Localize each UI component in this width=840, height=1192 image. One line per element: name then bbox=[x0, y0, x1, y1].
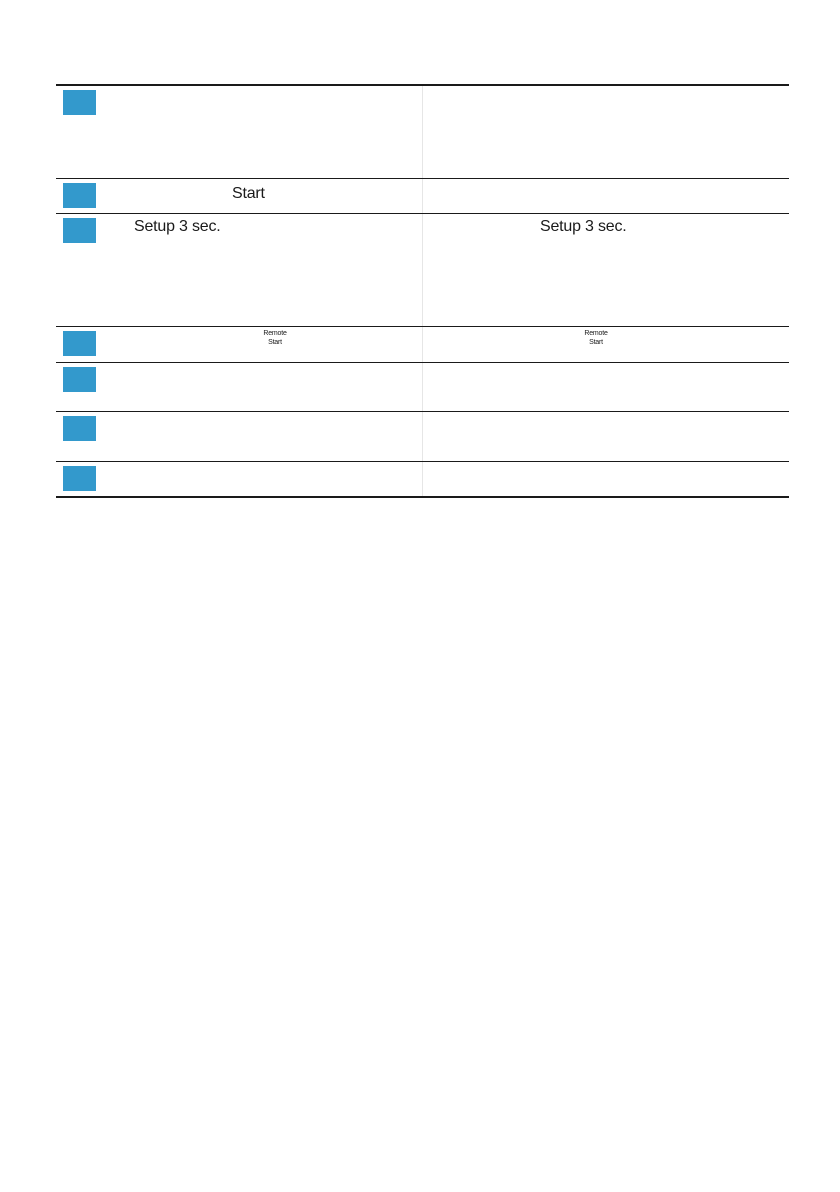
remote-start-label-right bbox=[576, 329, 616, 347]
column-divider bbox=[422, 179, 423, 213]
column-divider bbox=[422, 363, 423, 411]
step-row-4 bbox=[56, 326, 789, 362]
column-divider bbox=[422, 327, 423, 362]
column-divider bbox=[422, 86, 423, 178]
step-row-1 bbox=[56, 86, 789, 178]
remote-text: Remote bbox=[584, 330, 608, 337]
step-number-badge bbox=[63, 331, 96, 356]
instruction-steps-table bbox=[56, 84, 789, 498]
step-row-7 bbox=[56, 461, 789, 496]
start-text: Start bbox=[589, 339, 603, 346]
step-row-5 bbox=[56, 362, 789, 411]
start-text: Start bbox=[268, 339, 282, 346]
column-divider bbox=[422, 412, 423, 461]
setup-button-label-right: Setup 3 sec. bbox=[540, 218, 627, 235]
step-row-3 bbox=[56, 213, 789, 326]
remote-text: Remote bbox=[263, 330, 287, 337]
step-row-6 bbox=[56, 411, 789, 461]
step-number-badge bbox=[63, 367, 96, 392]
column-divider bbox=[422, 214, 423, 326]
remote-start-label-left bbox=[255, 329, 295, 347]
step-number-badge bbox=[63, 416, 96, 441]
step-number-badge bbox=[63, 218, 96, 243]
column-divider bbox=[422, 462, 423, 496]
step-number-badge bbox=[63, 90, 96, 115]
start-button-label: Start bbox=[232, 185, 265, 202]
step-number-badge bbox=[63, 183, 96, 208]
step-number-badge bbox=[63, 466, 96, 491]
step-row-2 bbox=[56, 178, 789, 213]
setup-button-label-left: Setup 3 sec. bbox=[134, 218, 221, 235]
